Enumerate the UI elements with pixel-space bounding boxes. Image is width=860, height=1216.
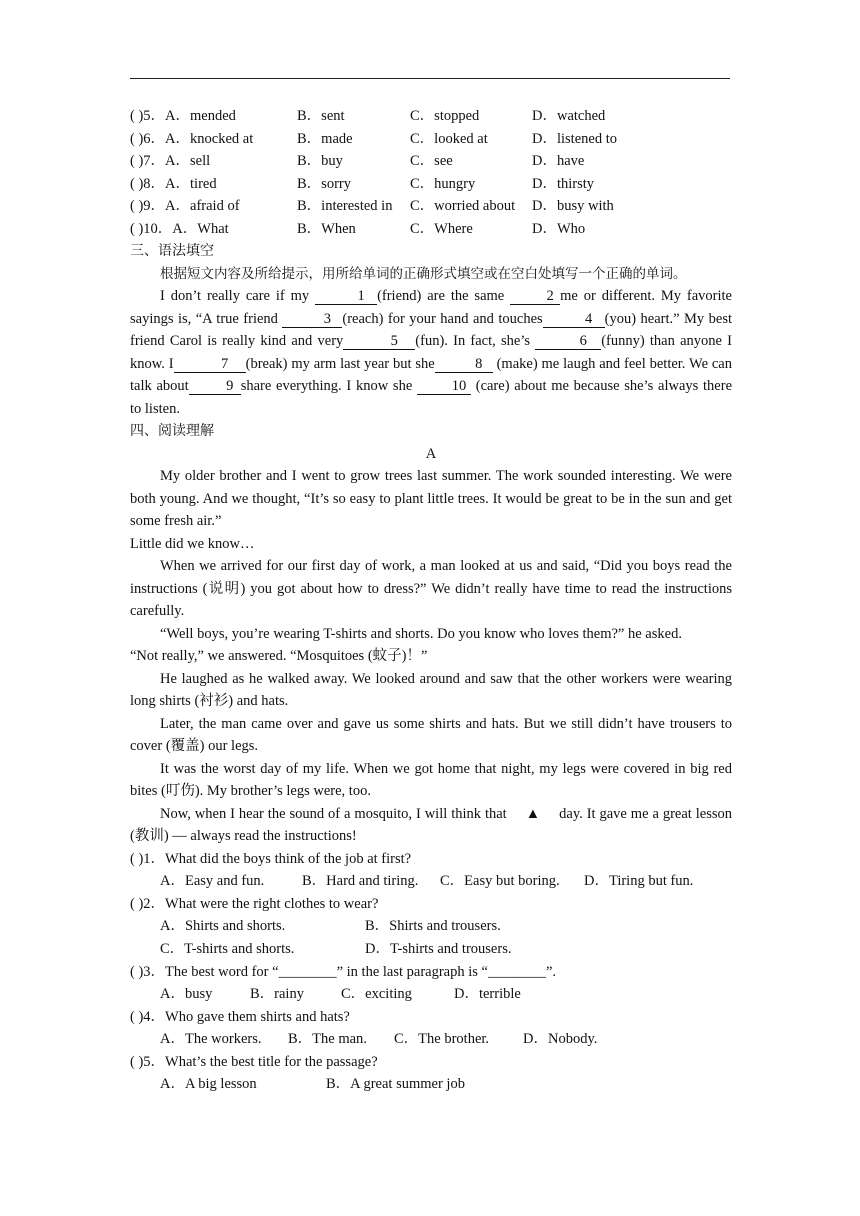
option: B．Shirts and trousers. [365, 918, 501, 935]
blank-5: 5 [343, 333, 415, 350]
option: A．A big lesson [160, 1076, 257, 1093]
question-options [130, 938, 732, 961]
choice-row: ( )9．A．afraid of B．interested in C．worried about D．busy with [130, 198, 614, 214]
cloze-paragraph: I don’t really care if my 1 (friend) are the same 2 me or different. My favorite sayings is, “A true friend 3 (reach) for your hand and touches 4 (you) heart.” My best friend Carol is really kind and very 5 (fun). In fact, she’s 6 (funny) than anyone I know. I 7 (break) my arm last year but she 8 (make) me laugh and feel better. We can talk about 9 share everything. I know she 10 (care) about me because she’s always there to listen. [130, 288, 733, 417]
choice-row: ( )6．A．knocked at B．made C．looked at D．listened to [130, 130, 617, 147]
passage-label: A [425, 445, 437, 462]
option: C．The brother. [394, 1031, 490, 1048]
question-options [130, 870, 732, 893]
question-options [130, 1073, 732, 1096]
passage-paragraph: “Well boys, you’re wearing T-shirts and shorts. Do you know who loves them?” he asked. [160, 625, 682, 642]
question-stem: ( )2．What were the right clothes to wear? [130, 895, 379, 912]
choice-row: ( )8．A．tired B．sorry C．hungry D．thirsty [130, 175, 595, 192]
question-list [130, 848, 732, 1097]
passage-paragraph: Little did we know… [130, 535, 255, 552]
option: A．Shirts and shorts. [160, 918, 286, 935]
option: B．Hard and tiring. [302, 873, 419, 889]
question-stem: ( )4．Who gave them shirts and hats? [130, 1008, 350, 1025]
passage-paragraph: When we arrived for our first day of work, a man looked at us and said, “Did you boys read the instructions (说明) you got about how to dress?” We didn’t really have time to read the instructions carefully. [130, 558, 732, 619]
question-options [130, 1028, 732, 1051]
choice-row: ( )5．A．mended B．sent C．stopped D．watched [130, 108, 606, 124]
blank-9: 9 [189, 378, 241, 395]
passage-paragraph: Now, when I hear the sound of a mosquito, I will think that ▲ day. It gave me a great lesson (教训) — always read the instructions! [130, 805, 732, 844]
option: D．T-shirts and trousers. [365, 940, 512, 957]
passage-paragraph: Later, the man came over and gave us some shirts and hats. But we still didn’t have trousers to cover (覆盖) our legs. [130, 715, 732, 754]
section-3-instruction: 根据短文内容及所给提示，用所给单词的正确形式填空或在空白处填写一个正确的单词。 [160, 265, 687, 282]
option: A．Easy and fun. [160, 873, 265, 889]
section-4-title: 四、阅读理解 [130, 423, 214, 439]
question-stem: ( )1．What did the boys think of the job at first? [130, 850, 412, 867]
passage-paragraph: He laughed as he walked away. We looked around and saw that the other workers were wearing long shirts (衬衫) and hats. [130, 670, 732, 709]
blank-4: 4 [543, 311, 605, 328]
choice-row: ( )7．A．sell B．buy C．see D．have [130, 153, 585, 169]
blank-6: 6 [535, 333, 601, 350]
blank-1: 1 [315, 288, 377, 305]
question-stem: ( )3．The best word for “________” in the last paragraph is “________”. [130, 963, 557, 980]
blank-2: 2 [510, 288, 560, 305]
question-stem: ( )5．What’s the best title for the passage? [130, 1053, 378, 1070]
option: C．T-shirts and shorts. [160, 940, 295, 957]
question-options [130, 983, 732, 1006]
passage-paragraph: It was the worst day of my life. When we got home that night, my legs were covered in big red bites (叮伤). My brother’s legs were, too. [130, 760, 732, 799]
passage-paragraph: My older brother and I went to grow trees last summer. The work sounded interesting. We were both young. And we thought, “It’s so easy to plant little trees. It would be great to be in the sun and get some fresh air.” [130, 468, 732, 529]
header-rule [130, 78, 730, 79]
content [130, 105, 732, 1096]
option: C．Easy but boring. [440, 873, 560, 889]
option: A．busy [160, 986, 213, 1003]
section-3-title: 三、语法填空 [130, 243, 214, 259]
blank-10: 10 [417, 378, 471, 395]
blank-3: 3 [282, 311, 342, 328]
option: B．A great summer job [326, 1076, 465, 1093]
option: D．Tiring but fun. [584, 873, 694, 889]
blank-7: 7 [174, 356, 246, 373]
passage-paragraph: “Not really,” we answered. “Mosquitoes (蚊子)！” [130, 648, 428, 664]
option: D．terrible [454, 986, 521, 1003]
option: D．Nobody. [523, 1031, 598, 1048]
choice-row: ( )10．A．What B．When C．Where D．Who [130, 220, 586, 237]
option: A．The workers. [160, 1031, 262, 1048]
choice-list [130, 105, 732, 240]
question-options [130, 915, 732, 938]
option: B．The man. [288, 1031, 367, 1048]
option: B．rainy [250, 986, 304, 1003]
option: C．exciting [341, 986, 412, 1003]
blank-8: 8 [435, 356, 493, 373]
